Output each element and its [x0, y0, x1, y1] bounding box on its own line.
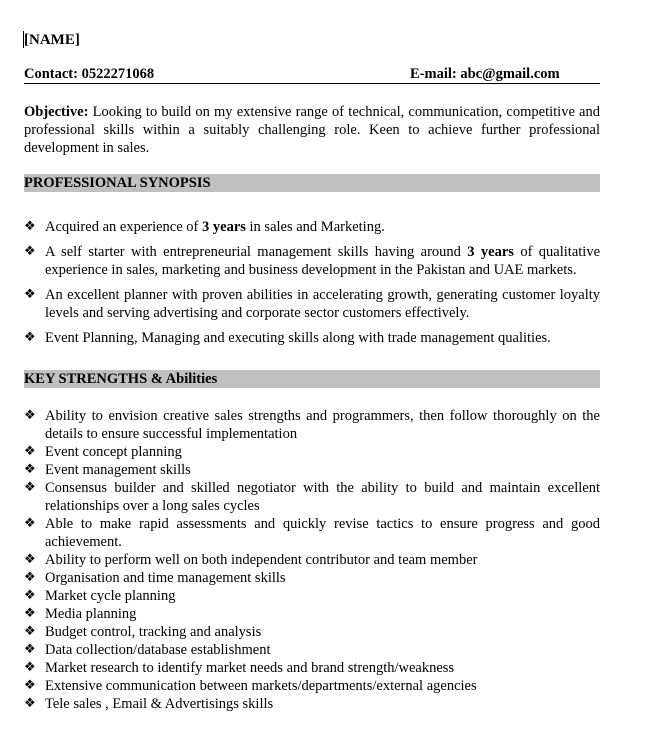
strength-item: ❖ Event management skills: [24, 462, 191, 478]
strength-item: ❖ Data collection/database establishment: [24, 642, 271, 658]
bullet-icon: ❖: [24, 480, 36, 495]
strength-item: ❖ Ability to envision creative sales strengths and programmers, then follow thoroughly on the details to ensure successful implementation: [24, 408, 600, 442]
strength-item: ❖ Budget control, tracking and analysis: [24, 624, 262, 640]
strength-item: ❖ Event concept planning: [24, 444, 182, 460]
candidate-name[interactable]: [NAME]: [24, 32, 80, 48]
section-heading-strengths: KEY STRENGTHS & Abilities: [24, 370, 600, 388]
bullet-icon: ❖: [24, 678, 36, 693]
strength-item: ❖ Tele sales , Email & Advertisings skills: [24, 696, 274, 712]
objective-paragraph: [24, 103, 600, 157]
bullet-icon: ❖: [24, 444, 36, 459]
bullet-icon: ❖: [24, 287, 36, 302]
synopsis-item: ❖ Acquired an experience of 3 years in sales and Marketing.: [24, 219, 385, 235]
bullet-icon: ❖: [24, 588, 36, 603]
objective-label: Objective:: [24, 104, 89, 120]
bullet-icon: ❖: [24, 330, 36, 345]
synopsis-item: ❖ An excellent planner with proven abilities in accelerating growth, generating customer loyalty levels and serving advertising and corporate sector customers effectively.: [24, 287, 600, 321]
bullet-icon: ❖: [24, 408, 36, 423]
strength-item: ❖ Organisation and time management skills: [24, 570, 286, 586]
strength-item: ❖ Able to make rapid assessments and quickly revise tactics to ensure progress and good achievement.: [24, 516, 600, 550]
bullet-icon: ❖: [24, 462, 36, 477]
bullet-icon: ❖: [24, 696, 36, 711]
synopsis-list: [24, 218, 600, 354]
contact-phone: Contact: 0522271068: [24, 66, 155, 82]
strength-item: ❖ Extensive communication between markets/departments/external agencies: [24, 678, 477, 694]
bullet-icon: ❖: [24, 516, 36, 531]
synopsis-item: ❖ A self starter with entrepreneurial management skills having around 3 years of qualitative experience in sales, marketing and business development in the Pakistan and UAE markets.: [24, 244, 601, 278]
synopsis-item: ❖ Event Planning, Managing and executing skills along with trade management qualities.: [24, 330, 551, 346]
strength-item: ❖ Market cycle planning: [24, 588, 176, 604]
bullet-icon: ❖: [24, 624, 36, 639]
strength-item: ❖ Media planning: [24, 606, 137, 622]
bullet-icon: ❖: [24, 642, 36, 657]
contact-email: E-mail: abc@gmail.com: [410, 66, 560, 82]
strengths-list: [24, 407, 600, 713]
bullet-icon: ❖: [24, 660, 36, 675]
bullet-icon: ❖: [24, 552, 36, 567]
section-heading-synopsis: PROFESSIONAL SYNOPSIS: [24, 174, 600, 192]
contact-row: [24, 66, 600, 84]
bullet-icon: ❖: [24, 570, 36, 585]
objective-text: Looking to build on my extensive range of technical, communication, competitive and professional skills within a suitably challenging role. Keen to achieve further professional development in sales.: [24, 104, 600, 156]
strength-item: ❖ Ability to perform well on both independent contributor and team member: [24, 552, 478, 568]
strength-item: ❖ Market research to identify market needs and brand strength/weakness: [24, 660, 455, 676]
strength-item: ❖ Consensus builder and skilled negotiator with the ability to build and maintain excellent relationships over a long sales cycles: [24, 480, 600, 514]
bullet-icon: ❖: [24, 244, 36, 259]
bullet-icon: ❖: [24, 606, 36, 621]
bullet-icon: ❖: [24, 219, 36, 234]
